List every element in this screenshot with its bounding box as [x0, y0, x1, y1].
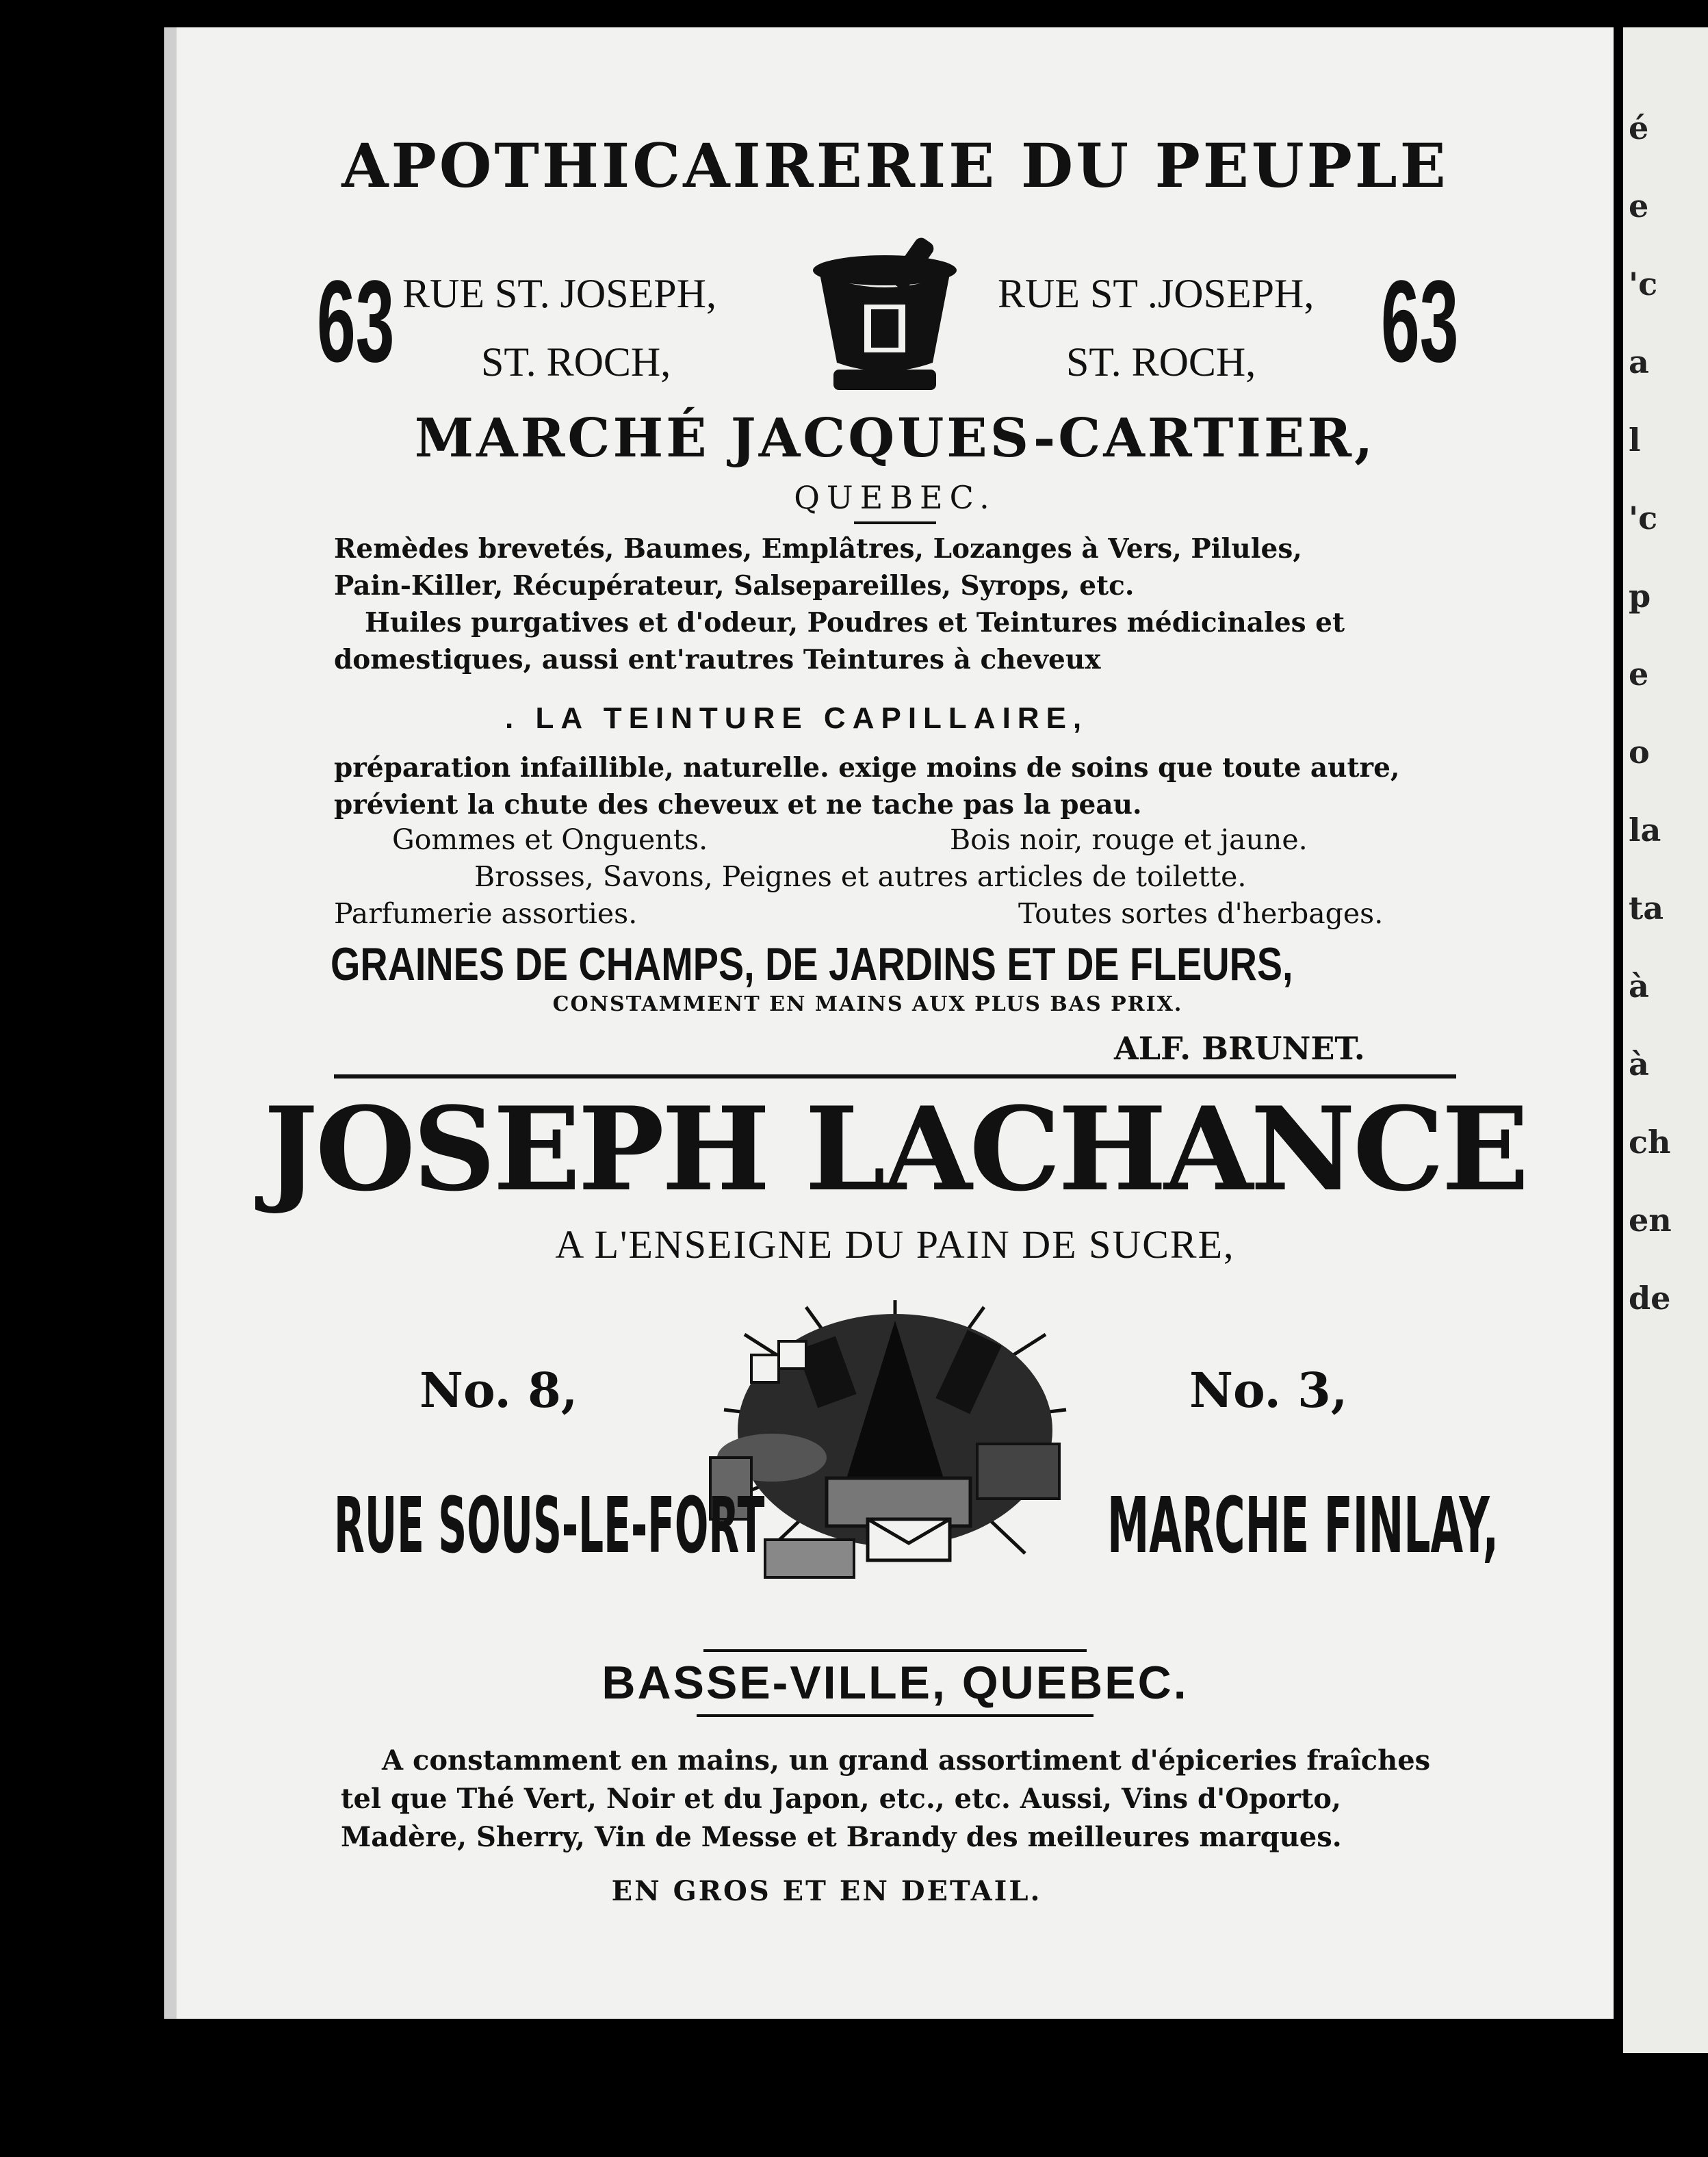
- product-line: Remèdes brevetés, Baumes, Emplâtres, Lozanges à Vers, Pilules,: [334, 533, 1302, 565]
- address-right-district: ST. ROCH,: [1066, 339, 1256, 385]
- edge-letter: o: [1629, 734, 1650, 771]
- edge-letter: e: [1629, 656, 1649, 693]
- description-line: A constamment en mains, un grand assortiment d'épiceries fraîches: [382, 1744, 1431, 1777]
- seeds-heading-wrap: [331, 938, 1708, 991]
- product-line: Pain-Killer, Récupérateur, Salsepareilles, Syrops, etc.: [334, 570, 1135, 602]
- proprietor-signature: ALF. BRUNET.: [1114, 1030, 1365, 1067]
- edge-letter: 'c: [1629, 266, 1658, 302]
- apothecary-title: APOTHICAIRERIE DU PEUPLE: [341, 130, 1449, 201]
- edge-letter: à: [1629, 1046, 1649, 1083]
- edge-letter: à: [1629, 968, 1649, 1005]
- mortar-and-pestle-icon: [806, 233, 963, 404]
- edge-letter: ch: [1629, 1124, 1671, 1161]
- sundry-item: Gommes et Onguents.: [392, 823, 708, 856]
- street-left-wrap: [334, 1482, 1162, 1571]
- edge-letter: é: [1629, 109, 1649, 146]
- seeds-subheading: CONSTAMMENT EN MAINS AUX PLUS BAS PRIX.: [552, 992, 1183, 1016]
- edge-letter: e: [1629, 188, 1649, 224]
- description-line: préparation infaillible, naturelle. exige moins de soins que toute autre,: [334, 752, 1400, 784]
- section-divider: [334, 1074, 1456, 1078]
- seeds-heading: GRAINES DE CHAMPS, DE JARDINS ET DE FLEURS,: [331, 938, 1293, 990]
- street-right-wrap: [1107, 1482, 1708, 1571]
- sundries-list: [334, 821, 1456, 932]
- sundry-item: Parfumerie assorties.: [334, 897, 638, 930]
- edge-letter: de: [1629, 1280, 1671, 1317]
- address-left-street: RUE ST. JOSEPH,: [402, 271, 716, 316]
- street-right: MARCHE FINLAY,: [1107, 1482, 1499, 1571]
- edge-letter: p: [1629, 578, 1651, 615]
- street-left: RUE SOUS-LE-FORT: [334, 1482, 765, 1571]
- divider: [697, 1714, 1094, 1717]
- product-line: Huiles purgatives et d'odeur, Poudres et Teintures médicinales et: [365, 607, 1345, 638]
- advertisement-page: [164, 27, 1614, 2019]
- description-line: prévient la chute des cheveux et ne tache pas la peau.: [334, 789, 1142, 821]
- product-line: domestiques, aussi ent'rautres Teintures à cheveux: [334, 644, 1101, 675]
- edge-letter: en: [1629, 1202, 1672, 1239]
- number-left: No. 8,: [419, 1362, 578, 1419]
- grocer-title: JOSEPH LACHANCE: [263, 1081, 1527, 1217]
- edge-letter: a: [1629, 344, 1649, 380]
- divider: [854, 521, 936, 524]
- address-right-street: RUE ST .JOSEPH,: [998, 271, 1315, 316]
- sundry-item: Brosses, Savons, Peignes et autres articles de toilette.: [474, 860, 1247, 893]
- sundry-item: Bois noir, rouge et jaune.: [950, 823, 1308, 856]
- city-name: QUEBEC.: [794, 479, 996, 516]
- edge-letter: ta: [1629, 890, 1664, 927]
- product-list: [334, 530, 1456, 678]
- shop-sign: A L'ENSEIGNE DU PAIN DE SUCRE,: [555, 1222, 1235, 1267]
- market-name: MARCHÉ JACQUES-CARTIER,: [414, 407, 1376, 469]
- edge-letter: la: [1629, 812, 1661, 849]
- hair-dye-description: [334, 749, 1456, 823]
- description-line: Madère, Sherry, Vin de Messe et Brandy des meilleures marques.: [341, 1821, 1342, 1853]
- street-number-left: 63: [317, 257, 395, 387]
- facing-page-edge: [1623, 27, 1708, 2053]
- grocer-description: [341, 1742, 1463, 1857]
- address-left-district: ST. ROCH,: [481, 339, 671, 385]
- edge-letter: l: [1629, 422, 1641, 458]
- number-right: No. 3,: [1189, 1362, 1348, 1419]
- divider: [703, 1649, 1087, 1652]
- street-number-right: 63: [1381, 257, 1459, 387]
- description-line: tel que Thé Vert, Noir et du Japon, etc., etc. Aussi, Vins d'Oporto,: [341, 1783, 1341, 1815]
- wholesale-retail-note: EN GROS ET EN DETAIL.: [611, 1875, 1042, 1907]
- sundry-item: Toutes sortes d'herbages.: [1018, 897, 1384, 930]
- lower-town-city: BASSE-VILLE, QUEBEC.: [601, 1657, 1189, 1709]
- edge-letter: 'c: [1629, 500, 1658, 537]
- hair-dye-product: . LA TEINTURE CAPILLAIRE,: [505, 701, 1089, 735]
